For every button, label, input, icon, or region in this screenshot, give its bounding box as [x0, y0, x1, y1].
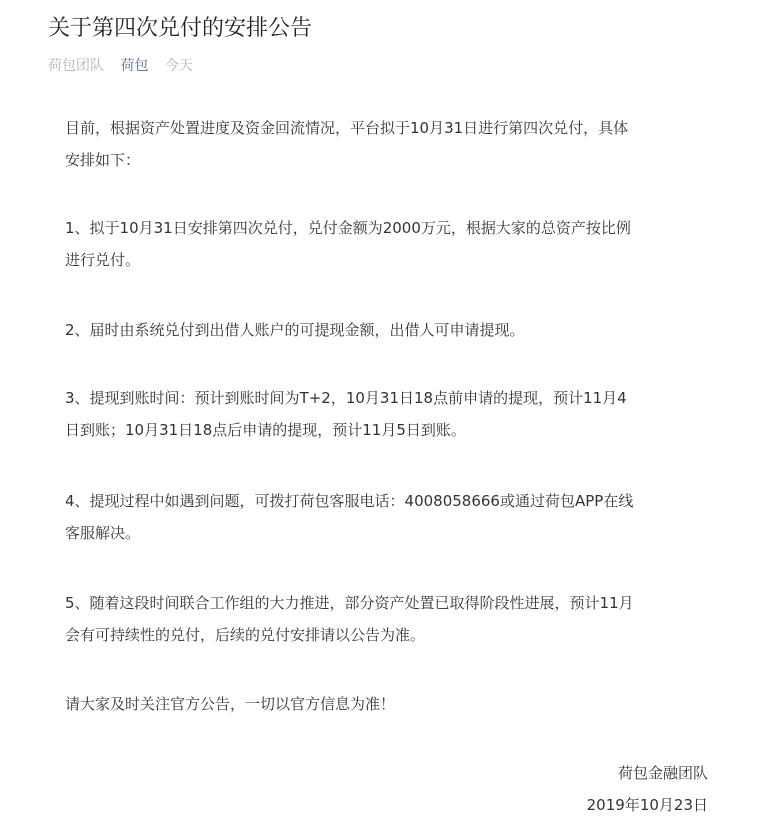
paragraph-line: 2、届时由系统兑付到出借人账户的可提现金额，出借人可申请提现。: [65, 321, 525, 339]
article-title: 关于第四次兑付的安排公告: [48, 16, 313, 41]
author-name: 荷包团队: [48, 58, 104, 74]
paragraph-line: 客服解决。: [65, 524, 141, 542]
paragraph-line: 安排如下：: [65, 151, 141, 169]
item-2-paragraph: [65, 314, 720, 346]
paragraph-line: 目前，根据资产处置进度及资金回流情况，平台拟于10月31日进行第四次兑付，具体: [65, 119, 629, 137]
paragraph-line: 4、提现过程中如遇到问题，可拨打荷包客服电话：4008058666或通过荷包APP在线: [65, 492, 634, 510]
signature-date: 2019年10月23日: [586, 796, 708, 814]
intro-paragraph: [65, 112, 720, 176]
paragraph-line: 3、提现到账时间：预计到账时间为T+2，10月31日18点前申请的提现，预计11月4: [65, 389, 627, 407]
signature-team: 荷包金融团队: [617, 764, 708, 782]
article-meta: [48, 56, 205, 76]
paragraph-line: 会有可持续性的兑付，后续的兑付安排请以公告为准。: [65, 626, 426, 644]
paragraph-line: 日到账；10月31日18点后申请的提现，预计11月5日到账。: [65, 421, 466, 439]
paragraph-line: 进行兑付。: [65, 251, 141, 269]
paragraph-line: 5、随着这段时间联合工作组的大力推进，部分资产处置已取得阶段性进展，预计11月: [65, 594, 634, 612]
item-1-paragraph: [65, 212, 720, 276]
account-link[interactable]: 荷包: [120, 58, 149, 74]
item-5-paragraph: [65, 587, 720, 651]
paragraph-line: 1、拟于10月31日安排第四次兑付，兑付金额为2000万元，根据大家的总资产按比例: [65, 219, 631, 237]
publish-date: 今天: [164, 58, 193, 74]
paragraph-line: 请大家及时关注官方公告，一切以官方信息为准！: [65, 695, 396, 713]
closing-paragraph: [65, 688, 720, 720]
item-4-paragraph: [65, 485, 720, 549]
item-3-paragraph: [65, 382, 720, 446]
